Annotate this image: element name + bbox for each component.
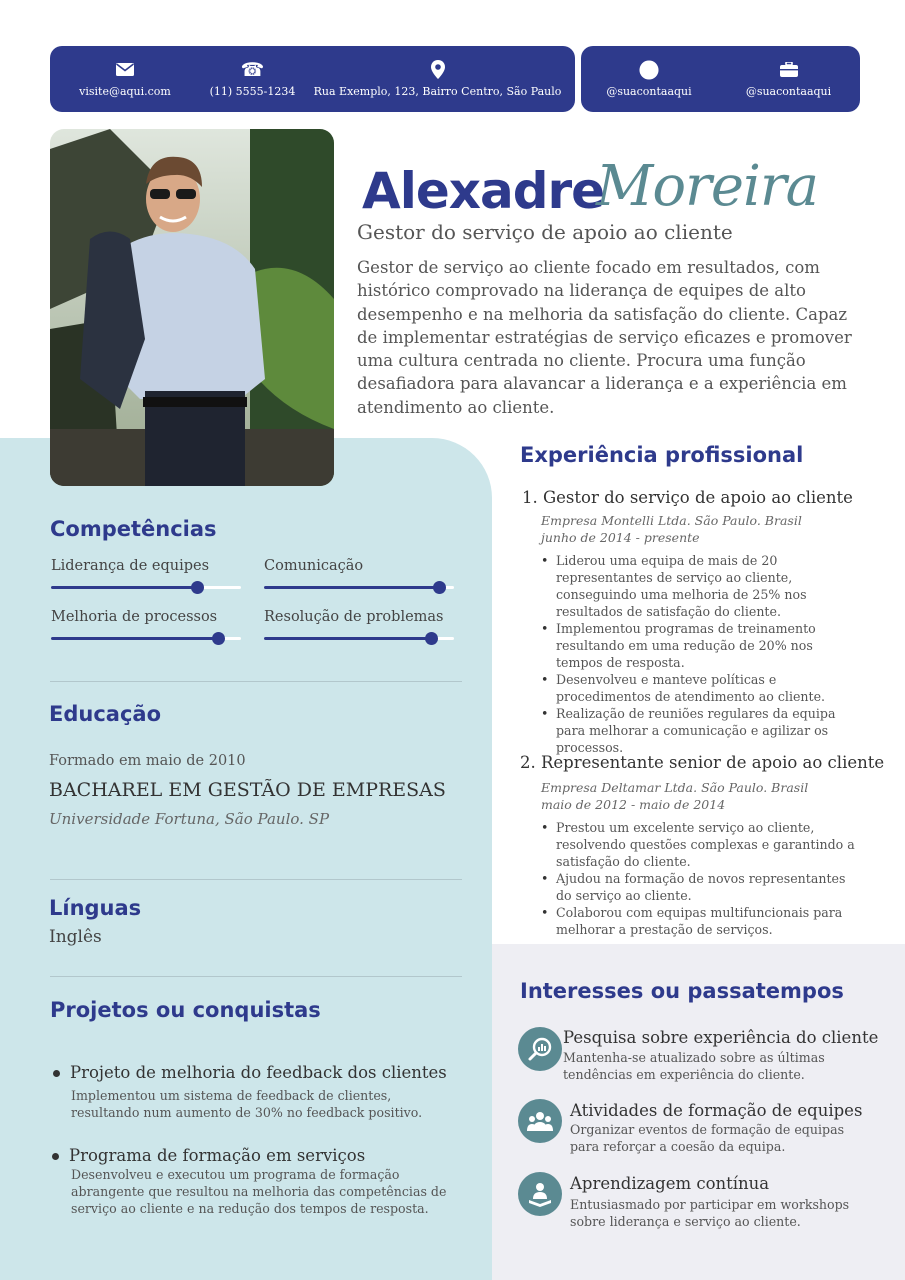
- profile-summary: Gestor de serviço ao cliente focado em resultados, com histórico comprovado na liderança de equipes de alto desempenho e na melhoria da satisfação do cliente. Capaz de implementar estratégias de serviço eficazes e promover uma cultura centrada no cliente. Procura uma função desafiadora para alavancar a liderança e a experiência em atendimento ao cliente.: [357, 258, 852, 417]
- skill-bar-fill: [264, 637, 431, 640]
- skill-label: Liderança de equipes: [51, 558, 210, 574]
- skill-bar: [51, 586, 241, 589]
- education-heading: Educação: [49, 702, 161, 726]
- experience-heading: Experiência profissional: [520, 443, 804, 467]
- learning-icon: [518, 1172, 562, 1216]
- social-bar: [581, 46, 860, 112]
- skill-bar: [264, 637, 454, 640]
- skill-label: Resolução de problemas: [264, 609, 444, 625]
- project-title: Programa de formação em serviços: [69, 1146, 366, 1165]
- language-value: Inglês: [49, 927, 102, 947]
- skills-heading: Competências: [50, 517, 217, 541]
- contact-bar: [50, 46, 575, 112]
- job-entry-title: 2. Representante senior de apoio ao cliente: [520, 753, 885, 772]
- skill-bar: [264, 586, 454, 589]
- phone-text: (11) 5555-1234: [209, 84, 296, 98]
- skill-bar: [51, 637, 241, 640]
- skill-bar-fill: [51, 637, 218, 640]
- project-description: Implementou um sistema de feedback de clientes, resultando num aumento de 30% no feedback positivo.: [71, 1088, 423, 1120]
- address-text: Rua Exemplo, 123, Bairro Centro, São Paulo: [313, 84, 562, 98]
- interest-description: Entusiasmado por participar em workshops sobre liderança e serviço ao cliente.: [570, 1197, 850, 1229]
- languages-heading: Línguas: [49, 896, 142, 920]
- location-pin-icon: [428, 61, 448, 79]
- contact-address[interactable]: [315, 46, 560, 112]
- job-bullet: • Prestou um excelente serviço ao cliente, resolvendo questões complexas e garantindo a satisfação do cliente.: [541, 819, 856, 870]
- project-description: Desenvolveu e executou um programa de formação abrangente que resultou na melhoria das competências de serviço ao cliente e na redução dos tempos de resposta.: [71, 1167, 447, 1216]
- interests-heading: Interesses ou passatempos: [520, 979, 844, 1003]
- social-link-1[interactable]: [581, 46, 717, 112]
- last-name: Moreira: [596, 154, 819, 219]
- education-date: Formado em maio de 2010: [49, 753, 246, 769]
- job-bullet: • Implementou programas de treinamento resultando em uma redução de 20% nos tempos de resposta.: [541, 620, 856, 671]
- briefcase-icon: [779, 61, 799, 79]
- contact-phone[interactable]: [200, 46, 305, 112]
- profile-circle-icon: [639, 61, 659, 79]
- email-text: visite@aqui.com: [79, 84, 171, 98]
- skill-label: Melhoria de processos: [51, 609, 218, 625]
- skill-bar-fill: [264, 586, 439, 589]
- job-bullets: [541, 819, 856, 938]
- social-handle-2: @suacontaaqui: [745, 84, 832, 98]
- divider: [50, 681, 462, 682]
- contact-email[interactable]: [50, 46, 200, 112]
- bullet-icon: [52, 1153, 59, 1160]
- interest-title: Atividades de formação de equipes: [570, 1101, 863, 1120]
- job-company: Empresa Deltamar Ltda. São Paulo. Brasil: [541, 780, 809, 795]
- interest-description: Organizar eventos de formação de equipas para reforçar a coesão da equipa.: [570, 1122, 845, 1154]
- interest-description: Mantenha-se atualizado sobre as últimas tendências em experiência do cliente.: [563, 1050, 825, 1082]
- interest-title: Aprendizagem contínua: [570, 1174, 770, 1193]
- job-entry-title: 1. Gestor do serviço de apoio ao cliente: [522, 488, 853, 507]
- divider: [50, 976, 462, 977]
- job-bullet: • Ajudou na formação de novos representantes do serviço ao cliente.: [541, 870, 856, 904]
- skill-label: Comunicação: [264, 558, 364, 574]
- search-chart-icon: [518, 1027, 562, 1071]
- job-company: Empresa Montelli Ltda. São Paulo. Brasil: [541, 513, 802, 528]
- job-bullet: • Realização de reuniões regulares da equipa para melhorar a comunicação e agilizar os processos.: [541, 705, 856, 756]
- bullet-icon: [53, 1070, 60, 1077]
- job-dates: maio de 2012 - maio de 2014: [541, 797, 726, 812]
- first-name: Alexadre: [362, 162, 605, 220]
- job-bullet: • Liderou uma equipa de mais de 20 representantes de serviço ao cliente, conseguindo uma melhoria de 25% nos resultados de satisfação do cliente.: [541, 552, 856, 620]
- divider: [50, 879, 462, 880]
- job-bullets: [541, 552, 856, 756]
- projects-heading: Projetos ou conquistas: [50, 998, 321, 1022]
- profile-photo: [50, 129, 334, 486]
- job-title: Gestor do serviço de apoio ao cliente: [357, 220, 733, 244]
- skill-bar-fill: [51, 586, 197, 589]
- job-bullet: • Desenvolveu e manteve políticas e procedimentos de atendimento ao cliente.: [541, 671, 856, 705]
- education-school: Universidade Fortuna, São Paulo. SP: [49, 810, 330, 828]
- team-icon: [518, 1099, 562, 1143]
- interest-title: Pesquisa sobre experiência do cliente: [563, 1028, 879, 1047]
- envelope-icon: [115, 61, 135, 79]
- project-title: Projeto de melhoria do feedback dos clientes: [70, 1063, 447, 1082]
- telephone-icon: ☎: [240, 58, 265, 81]
- job-dates: junho de 2014 - presente: [541, 530, 700, 545]
- social-link-2[interactable]: [717, 46, 860, 112]
- job-bullet: • Colaborou com equipas multifuncionais para melhorar a prestação de serviços.: [541, 904, 856, 938]
- social-handle-1: @suacontaaqui: [606, 84, 692, 98]
- education-degree: BACHAREL EM GESTÃO DE EMPRESAS: [49, 779, 446, 801]
- skill-bar-handle: [433, 581, 446, 594]
